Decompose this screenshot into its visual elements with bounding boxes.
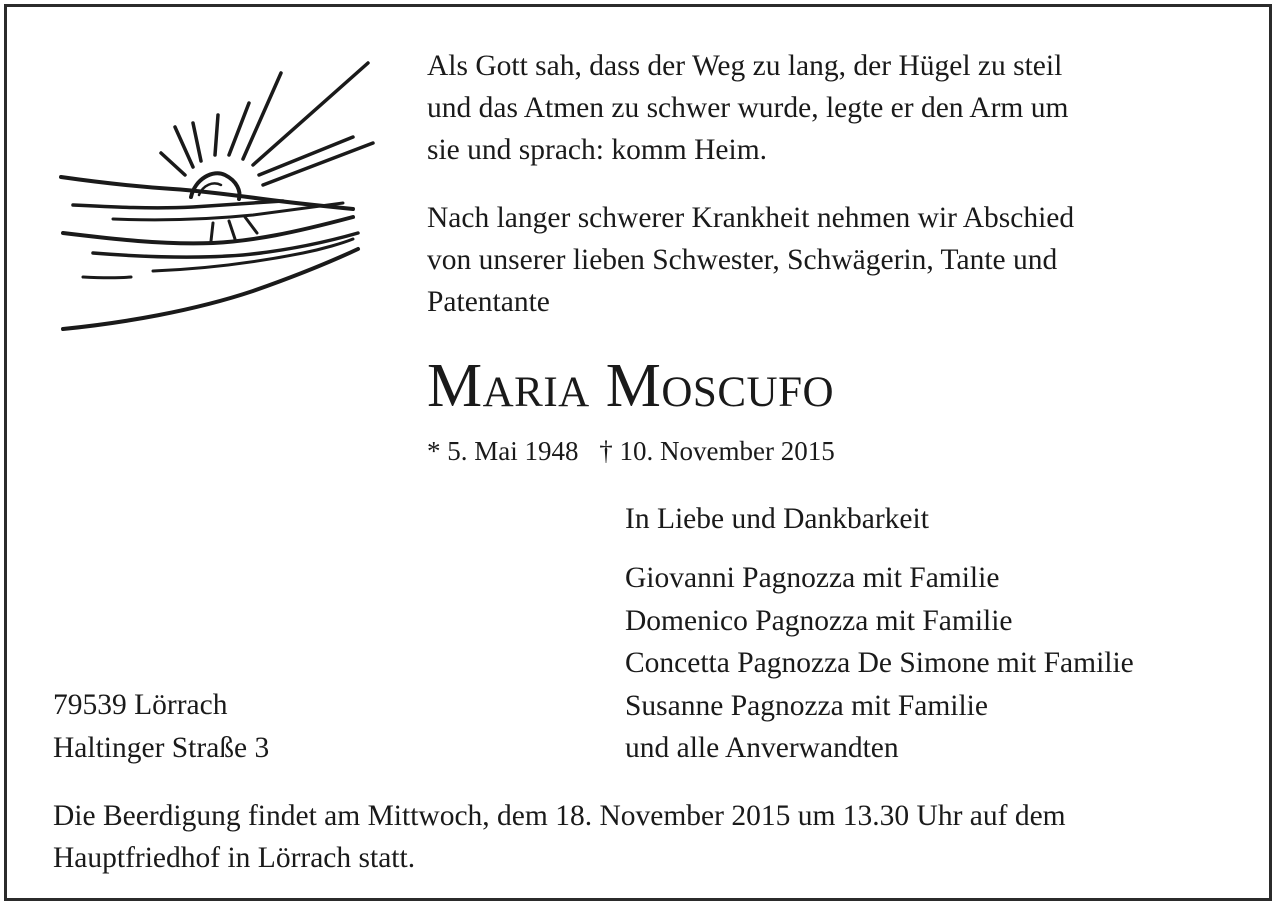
bible-verse [427,45,1247,171]
verse-line: Als Gott sah, dass der Weg zu lang, der Hügel zu steil [427,50,1063,82]
verse-line: und das Atmen zu schwer wurde, legte er den Arm um [427,92,1069,124]
dedication: In Liebe und Dankbarkeit [625,503,929,535]
life-dates [427,433,835,469]
hands-holding-sun-icon [53,57,383,337]
mourner: Concetta Pagnozza De Simone mit Familie [625,647,1134,679]
deceased-name: Maria Moscufo [427,352,835,420]
mourner: Domenico Pagnozza mit Familie [625,604,1013,637]
notice-line: Nach langer schwerer Krankheit nehmen wir Abschied [427,202,1075,234]
funeral-line: Hauptfriedhof in Lörrach statt. [53,842,416,874]
mourner: Susanne Pagnozza mit Familie [625,689,988,722]
verse-line: sie und sprach: komm Heim. [427,134,768,166]
death-notice-text [427,197,1247,323]
family-address [53,684,269,769]
notice-line: Patentante [427,286,550,318]
mourner: Giovanni Pagnozza mit Familie [625,562,1000,594]
funeral-info [53,795,1253,879]
death-date: † 10. November 2015 [599,436,835,466]
address-street: Haltinger Straße 3 [53,731,270,764]
funeral-line: Die Beerdigung findet am Mittwoch, dem 18. November 2015 um 13.30 Uhr auf dem [53,800,1066,832]
mourners-list [625,557,1134,770]
notice-border [4,4,1272,901]
notice-line: von unserer lieben Schwester, Schwägerin, Tante und [427,244,1058,276]
mourner: und alle Anverwandten [625,732,899,764]
birth-date: * 5. Mai 1948 [427,436,579,466]
address-city: 79539 Lörrach [53,689,228,721]
